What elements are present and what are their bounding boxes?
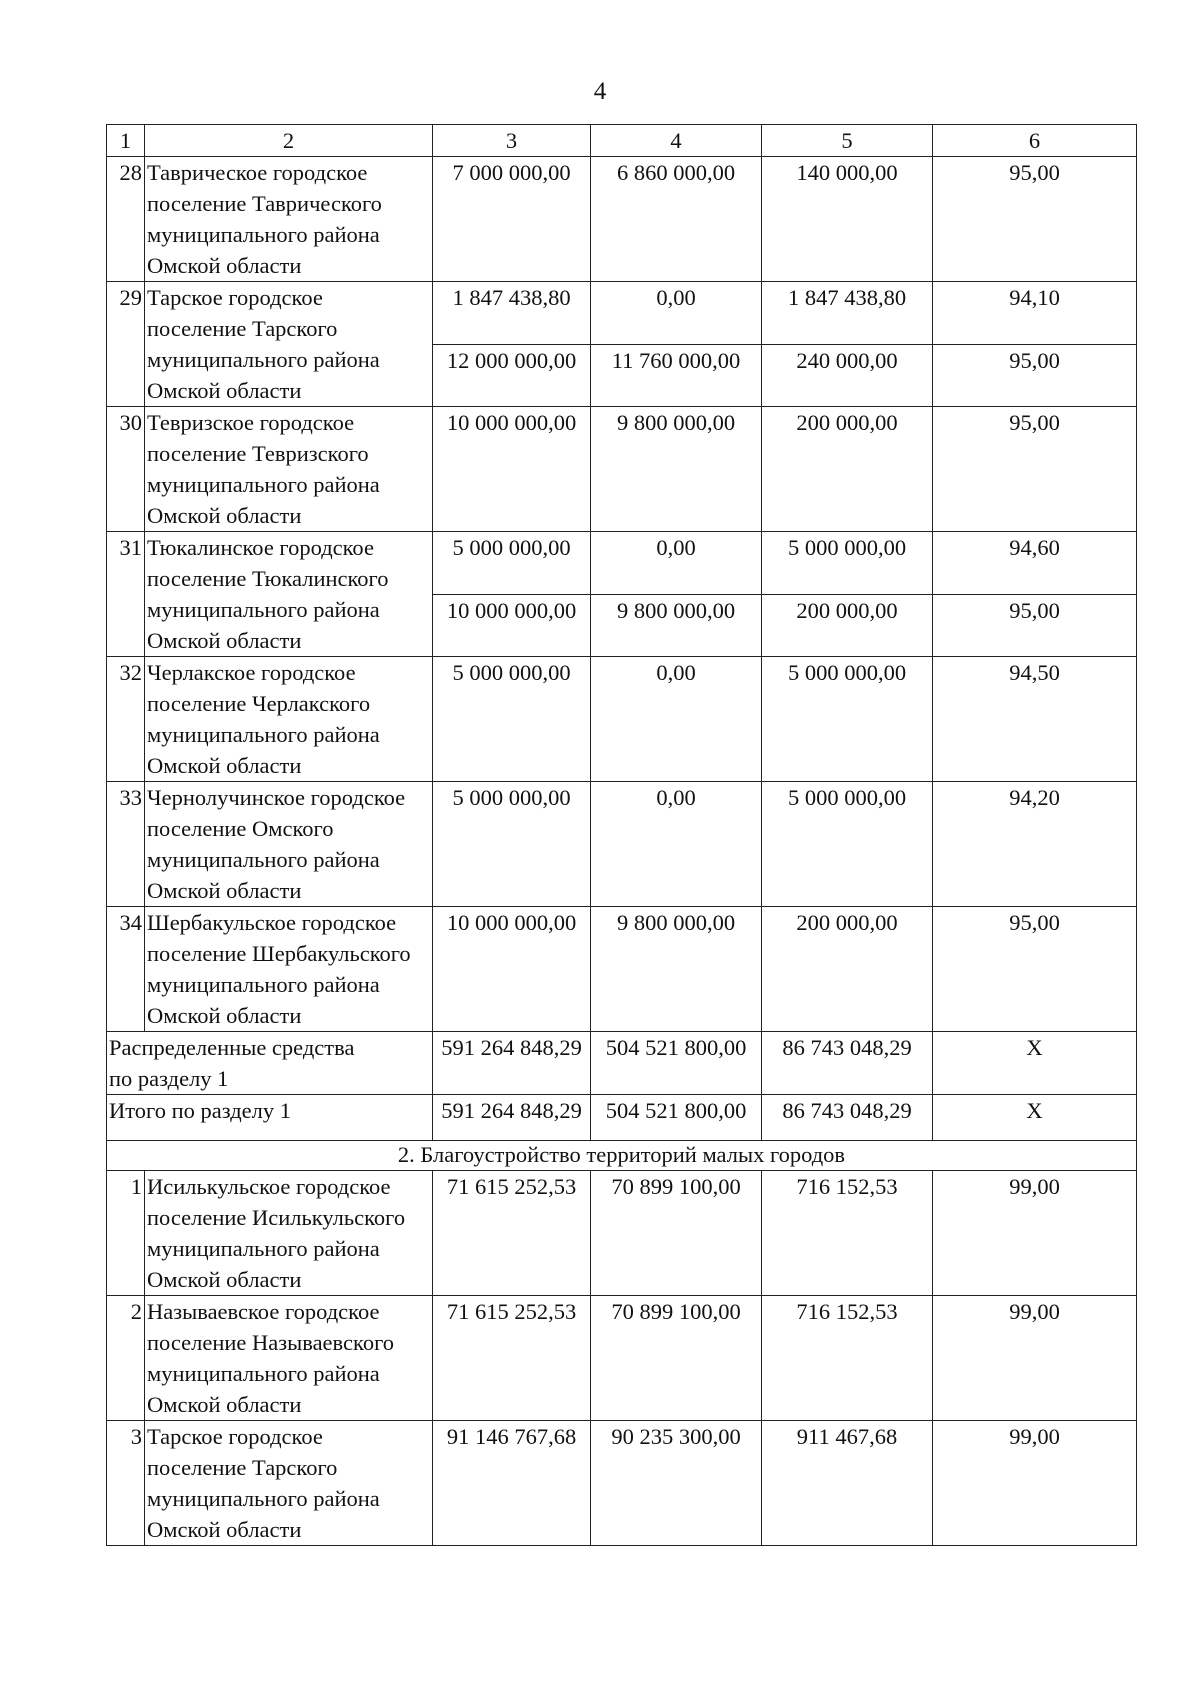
amount-cell: 716 152,53 [762, 1171, 933, 1296]
amount-cell: 200 000,00 [762, 594, 933, 657]
amount-cell: 5 000 000,00 [433, 532, 591, 595]
section-2-body [107, 1171, 1137, 1546]
municipality-name-line: Омской области [147, 753, 302, 778]
row-number: 2 [107, 1296, 145, 1421]
distributed-label-line: по разделу 1 [109, 1066, 229, 1091]
row-number: 31 [107, 532, 145, 657]
amount-cell: 1 847 438,80 [433, 282, 591, 345]
municipality-name-line: Омской области [147, 503, 302, 528]
row-number: 1 [107, 1171, 145, 1296]
municipality-name-line: поселение Называевского [147, 1330, 394, 1355]
distributed-value: Х [933, 1032, 1137, 1095]
row-number: 3 [107, 1421, 145, 1546]
table-row [107, 282, 1137, 345]
amount-cell: 200 000,00 [762, 907, 933, 1032]
row-number: 29 [107, 282, 145, 407]
municipality-name-line: поселение Шербакульского [147, 941, 411, 966]
municipality-name-line: Тарское городское [147, 1424, 323, 1449]
municipality-name-line: Тевризское городское [147, 410, 355, 435]
amount-cell: 11 760 000,00 [591, 344, 762, 407]
municipality-name-line: муниципального района [147, 1361, 380, 1386]
amount-cell: 9 800 000,00 [591, 594, 762, 657]
municipality-name-line: Тарское городское [147, 285, 323, 310]
section-2-title: 2. Благоустройство территорий малых городов [107, 1141, 1137, 1171]
distributed-value: 504 521 800,00 [591, 1032, 762, 1095]
section-1-totals [107, 1032, 1137, 1171]
amount-cell: 7 000 000,00 [433, 157, 591, 282]
municipality-name [145, 1171, 433, 1296]
municipality-name [145, 282, 433, 407]
municipality-name-line: Омской области [147, 1267, 302, 1292]
amount-cell: 95,00 [933, 344, 1137, 407]
column-number: 6 [933, 125, 1137, 157]
amount-cell: 70 899 100,00 [591, 1296, 762, 1421]
amount-cell: 1 847 438,80 [762, 282, 933, 345]
municipality-name-line: Таврическое городское [147, 160, 368, 185]
amount-cell: 9 800 000,00 [591, 407, 762, 532]
municipality-name [145, 907, 433, 1032]
amount-cell: 71 615 252,53 [433, 1296, 591, 1421]
municipality-name-line: Черлакское городское [147, 660, 356, 685]
table-row [107, 657, 1137, 782]
municipality-name-line: Омской области [147, 1517, 302, 1542]
row-number: 30 [107, 407, 145, 532]
municipality-name-line: муниципального района [147, 347, 380, 372]
column-number: 2 [145, 125, 433, 157]
amount-cell: 91 146 767,68 [433, 1421, 591, 1546]
municipality-name-line: муниципального района [147, 472, 380, 497]
column-number-row [107, 125, 1137, 157]
section-1-body [107, 157, 1137, 1032]
section-2-heading-row [107, 1141, 1137, 1171]
amount-cell: 99,00 [933, 1171, 1137, 1296]
table-row [107, 1421, 1137, 1546]
municipality-name-line: Тюкалинское городское [147, 535, 374, 560]
municipality-name-line: Омской области [147, 253, 302, 278]
municipality-name-line: поселение Черлакского [147, 691, 371, 716]
total-value: 86 743 048,29 [762, 1095, 933, 1141]
amount-cell: 0,00 [591, 282, 762, 345]
page-number: 4 [593, 78, 607, 105]
municipality-name-line: Называевское городское [147, 1299, 380, 1324]
municipality-name-line: поселение Таврического [147, 191, 382, 216]
municipality-name-line: Чернолучинское городское [147, 785, 406, 810]
municipality-name-line: Омской области [147, 878, 302, 903]
municipality-name-line: муниципального района [147, 972, 380, 997]
table-row [107, 1171, 1137, 1296]
municipality-name-line: поселение Исилькульского [147, 1205, 406, 1230]
amount-cell: 95,00 [933, 594, 1137, 657]
distributed-value: 86 743 048,29 [762, 1032, 933, 1095]
amount-cell: 5 000 000,00 [433, 782, 591, 907]
table-row [107, 532, 1137, 595]
municipality-name-line: поселение Тарского [147, 316, 338, 341]
municipality-name-line: муниципального района [147, 722, 380, 747]
municipality-name [145, 157, 433, 282]
municipality-name-line: Исилькульское городское [147, 1174, 391, 1199]
distributed-label [107, 1032, 433, 1095]
amount-cell: 716 152,53 [762, 1296, 933, 1421]
amount-cell: 10 000 000,00 [433, 907, 591, 1032]
amount-cell: 240 000,00 [762, 344, 933, 407]
municipality-name-line: Шербакульское городское [147, 910, 397, 935]
amount-cell: 95,00 [933, 157, 1137, 282]
amount-cell: 200 000,00 [762, 407, 933, 532]
amount-cell: 99,00 [933, 1296, 1137, 1421]
municipality-name-line: Омской области [147, 628, 302, 653]
row-number: 34 [107, 907, 145, 1032]
amount-cell: 94,20 [933, 782, 1137, 907]
municipality-name [145, 1296, 433, 1421]
municipality-name-line: Омской области [147, 1392, 302, 1417]
municipality-name-line: поселение Тюкалинского [147, 566, 389, 591]
amount-cell: 10 000 000,00 [433, 594, 591, 657]
row-number: 33 [107, 782, 145, 907]
amount-cell: 95,00 [933, 907, 1137, 1032]
total-value: 591 264 848,29 [433, 1095, 591, 1141]
amount-cell: 95,00 [933, 407, 1137, 532]
municipality-name-line: поселение Омского [147, 816, 334, 841]
municipality-name-line: Омской области [147, 1003, 302, 1028]
table-row [107, 407, 1137, 532]
row-number: 28 [107, 157, 145, 282]
municipality-name [145, 782, 433, 907]
amount-cell: 5 000 000,00 [433, 657, 591, 782]
total-label: Итого по разделу 1 [107, 1095, 433, 1141]
municipality-name-line: муниципального района [147, 597, 380, 622]
municipality-name-line: муниципального района [147, 222, 380, 247]
amount-cell: 12 000 000,00 [433, 344, 591, 407]
amount-cell: 0,00 [591, 532, 762, 595]
amount-cell: 94,50 [933, 657, 1137, 782]
municipality-name [145, 1421, 433, 1546]
amount-cell: 94,60 [933, 532, 1137, 595]
row-number: 32 [107, 657, 145, 782]
amount-cell: 90 235 300,00 [591, 1421, 762, 1546]
allocation-table [106, 124, 1137, 1546]
municipality-name-line: муниципального района [147, 847, 380, 872]
total-row [107, 1095, 1137, 1141]
amount-cell: 140 000,00 [762, 157, 933, 282]
distributed-label-line: Распределенные средства [109, 1035, 355, 1060]
amount-cell: 94,10 [933, 282, 1137, 345]
municipality-name [145, 532, 433, 657]
municipality-name [145, 657, 433, 782]
amount-cell: 71 615 252,53 [433, 1171, 591, 1296]
municipality-name-line: поселение Тарского [147, 1455, 338, 1480]
amount-cell: 0,00 [591, 782, 762, 907]
municipality-name-line: поселение Тевризского [147, 441, 369, 466]
amount-cell: 5 000 000,00 [762, 532, 933, 595]
amount-cell: 6 860 000,00 [591, 157, 762, 282]
amount-cell: 10 000 000,00 [433, 407, 591, 532]
amount-cell: 5 000 000,00 [762, 782, 933, 907]
total-value: Х [933, 1095, 1137, 1141]
amount-cell: 9 800 000,00 [591, 907, 762, 1032]
distributed-value: 591 264 848,29 [433, 1032, 591, 1095]
municipality-name-line: муниципального района [147, 1486, 380, 1511]
table-row [107, 157, 1137, 282]
column-number: 4 [591, 125, 762, 157]
distributed-row [107, 1032, 1137, 1095]
municipality-name [145, 407, 433, 532]
column-number: 3 [433, 125, 591, 157]
amount-cell: 5 000 000,00 [762, 657, 933, 782]
municipality-name-line: муниципального района [147, 1236, 380, 1261]
column-number: 5 [762, 125, 933, 157]
municipality-name-line: Омской области [147, 378, 302, 403]
amount-cell: 911 467,68 [762, 1421, 933, 1546]
amount-cell: 0,00 [591, 657, 762, 782]
amount-cell: 99,00 [933, 1421, 1137, 1546]
table-row [107, 907, 1137, 1032]
total-value: 504 521 800,00 [591, 1095, 762, 1141]
amount-cell: 70 899 100,00 [591, 1171, 762, 1296]
table-row [107, 782, 1137, 907]
column-number: 1 [107, 125, 145, 157]
table-row [107, 1296, 1137, 1421]
